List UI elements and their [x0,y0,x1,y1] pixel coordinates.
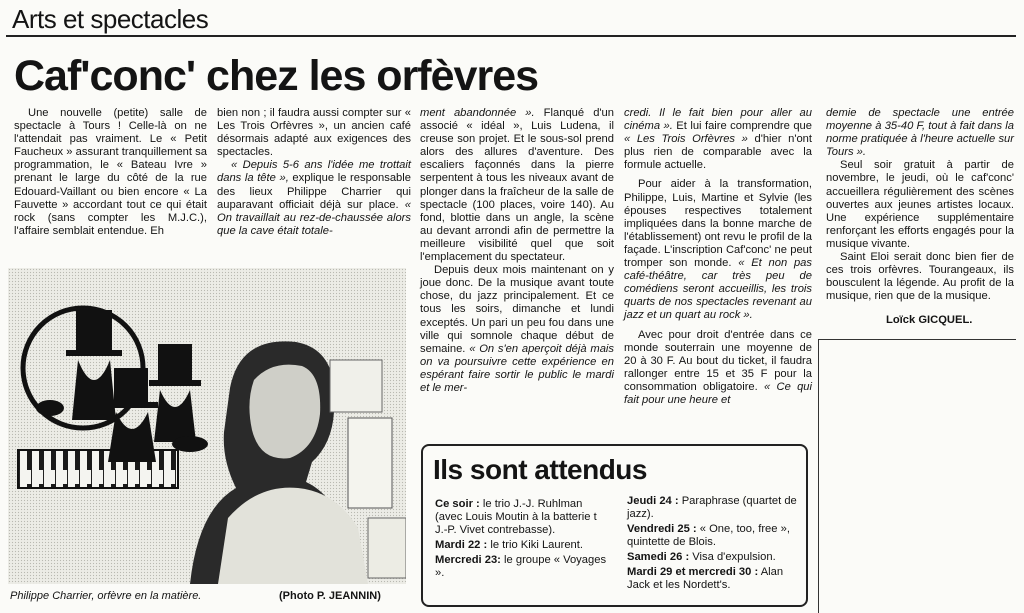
schedule-text: le trio Kiki Laurent. [487,539,583,551]
text: Depuis deux mois maintenant on y joue donc. De la musique avant toute chose, du jazz principalement. Et ce tous les soirs, dimanche et lundi exceptés. Un pari un peu fou dans une ville qui somnole chaque début de semaine. [420,264,614,355]
schedule-day: Vendredi 25 : [627,523,697,535]
author-signature: Loïck GICQUEL. [886,314,973,326]
text: Avec pour droit d'entrée dans ce monde souterrain une moyenne de 20 à 30 F. Au bout du ticket, il faudra rallonger entre 15 et 35 F pour la consommation obligatoire. [624,328,812,393]
schedule-day: Mardi 22 : [435,539,488,551]
text: explique le responsable des lieux Philippe Charrier qui auparavant officiait déjà sur place. [217,172,411,211]
paragraph: Seul soir gratuit à partir de novembre, le jeudi, où le caf'conc' accueillera régulièrement des scènes ouvertes aux jeunes artistes locaux. Une expérience supplémentaire renforçant les efforts engagés pour la musique vivante. [826,159,1014,250]
article-headline: Caf'conc' chez les orfèvres [14,52,539,100]
schedule-entry [627,495,801,521]
schedule-day: Jeudi 24 : [627,495,679,507]
box-rule-vertical [818,339,819,613]
quote: demie de spectacle une entrée moyenne à 35-40 F, tout à fait dans la norme pratiquée à l'heure actuelle sur Tours ». [826,107,1014,159]
schedule-day: Samedi 26 : [627,551,690,563]
schedule-box [421,444,808,607]
schedule-text: le trio J.-J. Ruhlman (avec Louis Moutin à la batterie t J.-P. Vivet contrebasse). [435,498,597,536]
quote: ment abandonnée ». [420,107,535,119]
schedule-text: le groupe « Voyages ». [435,554,607,579]
schedule-day: Mardi 29 et mercredi 30 : [627,566,759,578]
text: Pour aider à la transformation, Philippe, Luis, Martine et Sylvie (les épouses respectives totalement impliquées dans la bonne marche de l'établissement) ont revu le profil de la façade. L'inscription Caf'conc' ne peut tromper son monde. [624,178,812,270]
quote: « Ce qui fait pour une heure et [624,380,812,406]
schedule-right-column [627,495,801,594]
photo-caption: Philippe Charrier, orfèvre en la matière. [10,590,202,602]
box-rule-horizontal [818,339,1016,340]
schedule-title: Ils sont attendus [433,454,647,485]
schedule-day: Mercredi 23: [435,554,501,566]
paragraph [624,329,812,408]
paragraph [217,159,411,238]
schedule-entry [627,566,801,592]
quote: « Et non pas café-théâtre, car très peu de comédiens seront accueillis, les trois quarts de nos spectacles revenant au jazz et un quart au rock ». [624,257,812,322]
photo-credit: (Photo P. JEANNIN) [279,590,381,602]
quote: « On s'en aperçoit déjà mais on va poursuivre cette expérience en espérant faire sortir le public le mardi et le mer- [420,342,614,394]
schedule-text: « One, too, free », quintette de Blois. [627,523,790,548]
schedule-text: Visa d'expulsion. [689,551,776,563]
paragraph: Saint Eloi serait donc bien fier de ces trois orfèvres. Tourangeaux, ils bousculent la légende. Au profit de la musique, rien que de la musique. [826,251,1014,303]
paragraph: Une nouvelle (petite) salle de spectacle à Tours ! Celle-là on ne l'attendait pas vraiment. Le « Petit Faucheux » assurant tranquillement sa programmation, le « Bateau Ivre » prenant le large du côté de la rue Edouard-Vaillant ou bien encore « La Fauvette » accordant tout ce qui était rock (sans compter les M.J.C.), l'affaire semblait entendue. Eh [14,107,207,237]
quote: credi. Il le fait bien pour aller au cinéma ». [624,107,812,133]
quote: « On travaillait au rez-de-chaussée alors que la cave était totale- [217,198,411,237]
article-photo [8,268,406,584]
schedule-day: Ce soir : [435,498,480,510]
paragraph [420,107,614,264]
paragraph [624,107,812,172]
schedule-entry [435,539,611,552]
text: Et lui faire comprendre que [672,120,812,133]
schedule-text: Alan Jack et les Nordett's. [627,566,784,591]
schedule-entry [627,523,801,549]
schedule-text: Paraphrase (quartet de jazz). [627,495,797,520]
quote: « Les Trois Orfèvres » [624,133,748,146]
paragraph [624,178,812,322]
article-column-2 [217,107,411,238]
text: Flanqué d'un associé « idéal », Luis Ludena, il creuse son projet. Et le sous-sol prend alors des allures d'aventure. Des escaliers façonnés dans la pierre serpentent à tous les niveaux avant de plonger dans la fraîcheur de la salle de spectacle (100 places, voire 140). Au fond, blottie dans un angle, la scène au devant arrondi afin de permettre la meilleure visibilité quel que soit l'emplacement du spectateur. [420,107,614,264]
section-title: Arts et spectacles [12,4,209,34]
text: d'hier n'ont plus rien de comparable avec la formule actuelle. [624,133,813,172]
article-column-3 [420,107,614,395]
schedule-left-column [435,498,611,582]
article-column-1 [14,107,207,238]
paragraph [420,264,614,395]
article-column-4 [624,107,812,407]
schedule-entry [435,498,611,537]
quote: « Depuis 5-6 ans l'idée me trottait dans la tête », [217,159,411,185]
top-rule [6,35,1016,37]
schedule-entry [435,554,611,580]
photo-illustration [8,268,406,584]
paragraph [826,107,1014,159]
paragraph: bien non ; il faudra aussi compter sur « Les Trois Orfèvres », un ancien café désormais adapté aux exigences des spectacles. [217,107,411,159]
schedule-entry [627,551,801,564]
article-column-5 [826,107,1014,303]
